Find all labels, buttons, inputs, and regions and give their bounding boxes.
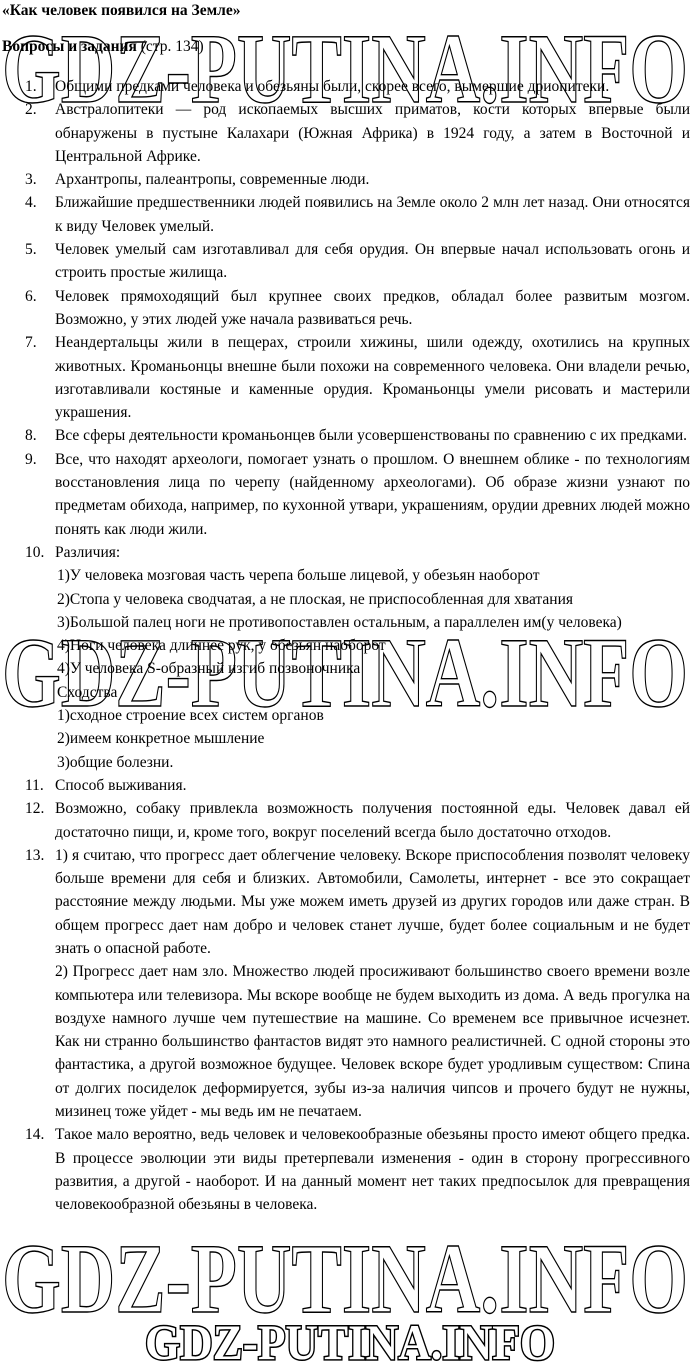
watermark-lower: [0, 1228, 700, 1318]
watermark-text: GDZ-PUTINA.INFO: [2, 18, 688, 108]
item-subline: 3)Большой палец ноги не противопоставлен остальным, а параллелен им(у человека): [57, 613, 622, 631]
item-text: 1) я считаю, что прогресс дает облегчение человеку. Вскоре приспособления позволят человеку больше времени для себя и близких. Автомобили, Самолеты, интернет - все это сокращает расстояние между людьми. Мы уже можем иметь друзей из других городов или даже стран. В общем прогресс дает нам добро и человек станет лучше, будет более социальным и не будет знать о опасной работе.: [55, 846, 690, 957]
list-item: [0, 797, 690, 844]
list-item: [0, 844, 690, 1124]
item-text: Неандертальцы жили в пещерах, строили хижины, шили одежду, охотились на крупных животных. Кроманьонцы внешне были похожи на современного человека. Они владели речью, изготавливали костяные и каменные орудия. Кроманьонцы умели рисовать и мастерили украшения.: [55, 334, 690, 422]
list-item: [0, 331, 690, 424]
item-body: [55, 541, 690, 774]
item-subline: 2)имеем конкретное мышление: [57, 730, 265, 748]
item-number: [0, 844, 55, 1124]
item-number-text: 4.: [25, 194, 37, 212]
item-text: Возможно, собаку привлекла возможность получения постоянной еды. Человек давал ей достаточно пищи, и, кроме того, вокруг поселений всегда было достаточно отходов.: [55, 800, 690, 841]
item-number: [0, 331, 55, 424]
item-number-text: 2.: [25, 101, 37, 119]
item-subline: 1)сходное строение всех систем органов: [57, 707, 324, 725]
item-body: [55, 191, 690, 238]
list-item: [0, 448, 690, 541]
section-heading: [2, 38, 204, 56]
item-number: [0, 75, 55, 98]
item-number: [0, 98, 55, 168]
item-text: Человек прямоходящий был крупнее своих предков, обладал более развитым мозгом. Возможно, у этих людей уже начала развиваться речь.: [55, 287, 690, 328]
answers-list: [0, 75, 690, 1217]
item-text: Общими предками человека и обезьяны были, скорее всего, вымершие дриопитеки.: [55, 78, 610, 95]
list-item: [0, 238, 690, 285]
item-body: [55, 98, 690, 168]
item-subline: 4)У человека S-образный изгиб позвоночника: [57, 660, 361, 678]
item-number-text: 9.: [25, 450, 37, 468]
item-body: [55, 285, 690, 332]
page-reference: (стр. 134): [136, 38, 204, 55]
list-item: [0, 424, 690, 447]
item-text: Все сферы деятельности кроманьонцев были усовершенствованы по сравнению с их предками.: [55, 427, 688, 445]
item-number-text: 3.: [25, 171, 37, 189]
item-subline: 1)У человека мозговая часть черепа больше лицевой, у обезьян наоборот: [57, 567, 540, 585]
item-body: [55, 168, 690, 191]
item-number-text: 13.: [25, 846, 45, 864]
watermark-footer: [0, 1316, 700, 1366]
item-number-text: 10.: [25, 543, 45, 561]
item-subline: 2)Стопа у человека сводчатая, а не плоская, не приспособленная для хватания: [57, 590, 573, 608]
item-body: [55, 797, 690, 844]
item-body: [55, 238, 690, 285]
item-number-text: 7.: [25, 334, 37, 352]
item-number: [0, 424, 55, 447]
item-number-text: 8.: [25, 427, 37, 445]
item-number: [0, 238, 55, 285]
item-text: Все, что находят археологи, помогает узнать о прошлом. О внешнем облике - по технологиям восстановления лица по черепу (найденному археологами). Об образе жизни узнают по предметам обихода, например, по кухонной утвари, украшениям, орудии древних людей можно понять как люди жили.: [55, 450, 690, 538]
item-number: [0, 797, 55, 844]
item-number-text: 6.: [25, 287, 37, 305]
item-number-text: 12.: [25, 800, 45, 818]
item-body: [55, 448, 690, 541]
document-title: «Как человек появился на Земле»: [2, 2, 241, 19]
list-item: [0, 191, 690, 238]
list-item: [0, 541, 690, 774]
item-body: [55, 331, 690, 424]
item-text: Способ выживания.: [55, 776, 187, 794]
item-number: [0, 448, 55, 541]
list-item: [0, 1123, 690, 1216]
item-number: [0, 168, 55, 191]
item-body: [55, 1123, 690, 1216]
item-number-text: 1.: [25, 78, 37, 95]
list-item: [0, 98, 690, 168]
section-heading-label: Вопросы и задания: [2, 38, 137, 55]
item-number: [0, 774, 55, 797]
item-text: Австралопитеки — род ископаемых высших приматов, кости которых впервые были обнаружены в пустыне Калахари (Южная Африка) в 1924 году, а затем в Восточной и Центральной Африке.: [55, 101, 690, 165]
watermark-text: GDZ-PUTINA.INFO: [2, 622, 688, 712]
list-item: [0, 774, 690, 797]
list-item: [0, 75, 690, 98]
item-body: [55, 844, 690, 1124]
list-item: [0, 168, 690, 191]
item-number: [0, 1123, 55, 1216]
item-subline: 4)Ноги человека длиннее рук, у обезьян наоборот: [57, 637, 386, 655]
item-number-text: 11.: [25, 776, 44, 794]
item-text: Человек умелый сам изготавливал для себя орудия. Он впервые начал использовать огонь и строить простые жилища.: [55, 241, 690, 282]
item-body: [55, 75, 690, 98]
item-number-text: 5.: [25, 241, 37, 259]
item-text: Ближайшие предшественники людей появились на Земле около 2 млн лет назад. Они относятся к виду Человек умелый.: [55, 194, 690, 235]
item-number: [0, 541, 55, 774]
item-subline: 3)общие болезни.: [57, 753, 174, 771]
list-item: [0, 285, 690, 332]
item-body: [55, 424, 690, 447]
item-number: [0, 191, 55, 238]
item-text: Различия:: [55, 543, 121, 561]
item-number: [0, 285, 55, 332]
watermark-text: GDZ-PUTINA.INFO: [145, 1316, 555, 1366]
item-number-text: 14.: [25, 1126, 45, 1144]
item-text: Архантропы, палеантропы, современные люди.: [55, 171, 370, 189]
item-subline: Сходства: [57, 683, 118, 701]
watermark-text: GDZ-PUTINA.INFO: [2, 1228, 688, 1318]
item-body: [55, 774, 690, 797]
item-text: Такое мало вероятно, ведь человек и человекообразные обезьяны просто имеют общего предка. В процессе эволюции эти виды претерпевали изменения - один в сторону прогрессивного развития, а другой - наоборот. И на данный момент нет таких предпосылок для превращения человекообразной обезьяны в человека.: [55, 1126, 690, 1214]
item-text: 2) Прогресс дает нам зло. Множество людей просиживают большинство своего времени возле компьютера или телевизора. Мы вскоре вообще не будем выходить из дома. А ведь прогулка на воздухе намного лучше чем путешествие на машине. Со временем все привычное исчезнет. Как ни странно большинство фантастов видят это намного реалистичней. С одной стороны это фантастика, а другой возможное будущее. Человек вскоре будет уродливым существом: Спина от долгих посиделок деформируется, зубы из-за наличия чипсов и прочего будут не нужны, мизинец тоже уйдет - мы ведь им не печатаем.: [55, 963, 690, 1121]
